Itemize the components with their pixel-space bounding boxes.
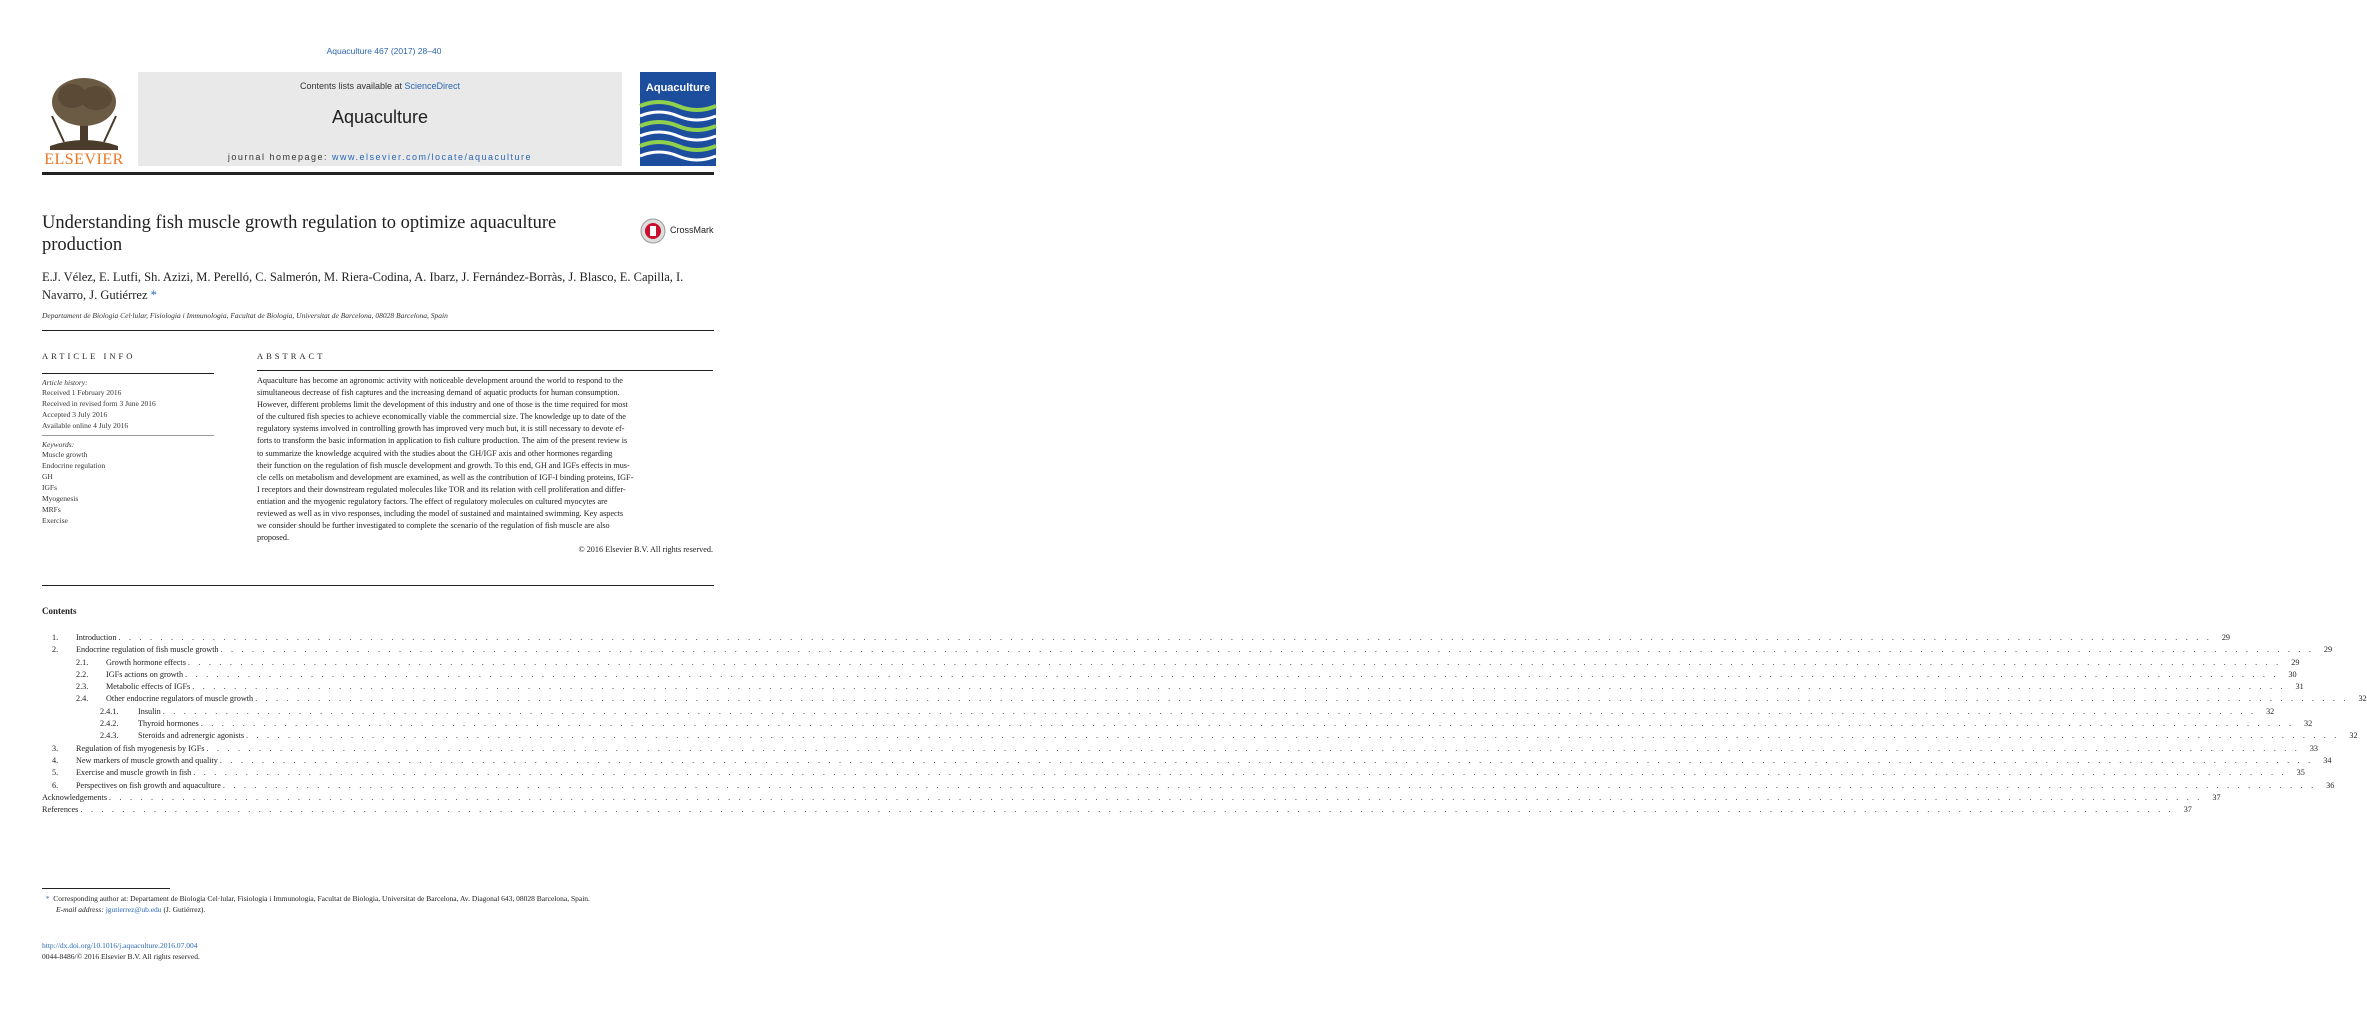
header-divider (42, 172, 714, 175)
toc-page-number: 36 (2316, 780, 2334, 792)
toc-page-number: 31 (2286, 681, 2304, 693)
toc-number: 2.2. (76, 669, 89, 679)
history-item: Received in revised form 3 June 2016 (42, 399, 156, 408)
journal-name: Aquaculture (331, 107, 429, 127)
toc-leader-dots: . . . . . . . . . . . . . . . . . . . . . . . . . . . . . . . . . . . . . . . . . . . . . . . . . . . . . . . . . . . . . . . . . . . . . . . . . . . . . . . . . . . . . . . . . . . . . . . . . . . . . . . . . . . . . . . . . . . . . . . . . . . . . . . . . . . . . . . . . . . . . . . . . . . . . . . . . . . . . . . . . . . . . . . . . . . . . . . . . . . . . . . . . . . . . . . . . . . . . . . . (246, 731, 2340, 741)
toc-number: 3. (52, 743, 59, 753)
contents-title: Contents (42, 606, 77, 616)
toc-label: Other endocrine regulators of muscle growth (106, 693, 255, 705)
affiliation: Departament de Biologia Cel·lular, Fisiologia i Immunologia, Facultat de Biologia, Universitat de Barcelona, 08028 Barcelona, Spain (42, 311, 448, 320)
abstract-line: However, different problems limit the development of this industry and one of those is the time required for most (257, 400, 628, 410)
toc-entry[interactable] (42, 743, 2319, 755)
abstract-text (257, 375, 713, 544)
toc-page-number: 32 (2349, 693, 2367, 705)
toc-entry[interactable] (42, 780, 2335, 792)
abstract-column (257, 351, 713, 556)
history-item: Available online 4 July 2016 (42, 421, 129, 430)
article-info-rule (42, 373, 214, 374)
crossmark-label: CrossMark (670, 225, 714, 235)
footnote-divider (42, 888, 170, 889)
journal-masthead (42, 72, 718, 168)
toc-leader-dots: . . . . . . . . . . . . . . . . . . . . . . . . . . . . . . . . . . . . . . . . . . . . . . . . . . . . . . . . . . . . . . . . . . . . . . . . . . . . . . . . . . . . . . . . . . . . . . . . . . . . . . . . . . . . . . . . . . . . . . . . . . . . . . . . . . . . . . . . . . . . . . . . . . . . . . . . . . . . . . . . . . . . . . . . . . . . . . . . . . . . . . . . . . . . . . . . . . . . . . . . (192, 682, 2286, 692)
toc-label: Exercise and muscle growth in fish (76, 767, 193, 779)
issn-copyright: 0044-8486/© 2016 Elsevier B.V. All rights reserved. (42, 952, 200, 961)
sciencedirect-link[interactable]: ScienceDirect (404, 81, 461, 91)
abstract-line: I receptors and their downstream regulated molecules like TOR and its relation with cell proliferation and differ- (257, 484, 626, 494)
toc-entry[interactable] (42, 706, 2275, 718)
toc-number: 6. (52, 780, 59, 790)
toc-entry[interactable] (42, 644, 2333, 656)
article-info-heading: ARTICLE INFO (42, 351, 136, 361)
email-label: E-mail address: (56, 905, 104, 914)
toc-page-number: 33 (2300, 743, 2318, 755)
abstract-heading: ABSTRACT (257, 351, 326, 361)
abstract-copyright: © 2016 Elsevier B.V. All rights reserved. (578, 545, 713, 555)
abstract-line: of the cultured fish species to achieve economically viable the commercial size. The knowledge up to date of the (257, 412, 626, 422)
abstract-line: regulatory systems involved in controlling growth has improved very much but, it is still necessary to devote ef- (257, 424, 625, 434)
keywords-rule (42, 435, 214, 436)
toc-number: 5. (52, 768, 59, 778)
author-names: E.J. Vélez, E. Lutfi, Sh. Azizi, M. Perelló, C. Salmerón, M. Riera-Codina, A. Ibarz, J. Fernández-Borràs, J. Blasco, E. Capilla, I. Navarro, J. Gutiérrez (42, 270, 684, 302)
keyword: MRFs (42, 505, 61, 514)
contents-prefix: Contents lists available at (299, 81, 405, 91)
toc-leader-dots: . . . . . . . . . . . . . . . . . . . . . . . . . . . . . . . . . . . . . . . . . . . . . . . . . . . . . . . . . . . . . . . . . . . . . . . . . . . . . . . . . . . . . . . . . . . . . . . . . . . . . . . . . . . . . . . . . . . . . . . . . . . . . . . . . . . . . . . . . . . . . . . . . . . . . . . . . . . . . . . . . . . . . . . . . . . . . . . . . . . . . . . . . . . . . . . . . . . . . . . . (80, 805, 2174, 815)
corresponding-author-mark[interactable]: * (150, 288, 157, 302)
toc-number: 1. (52, 633, 59, 642)
toc-entry[interactable] (42, 681, 2304, 693)
toc-number: 2.4. (76, 694, 89, 704)
toc-leader-dots: . . . . . . . . . . . . . . . . . . . . . . . . . . . . . . . . . . . . . . . . . . . . . . . . . . . . . . . . . . . . . . . . . . . . . . . . . . . . . . . . . . . . . . . . . . . . . . . . . . . . . . . . . . . . . . . . . . . . . . . . . . . . . . . . . . . . . . . . . . . . . . . . . . . . . . . . . . . . . . . . . . . . . . . . . . . . . . . . . . . . . . . . . . . . . . . . . . . . . . . . (118, 633, 2212, 642)
toc-label: Growth hormone effects (106, 657, 188, 669)
toc-label: IGFs actions on growth (106, 669, 185, 681)
crossmark-badge[interactable] (640, 218, 720, 244)
abstract-line: reviewed as well as in vivo responses, including the model of sustained and maintained swimming. Key aspects (257, 509, 624, 519)
article-info-column (42, 351, 214, 526)
email-link[interactable]: jgutierrez@ub.edu (105, 905, 162, 914)
doi-link[interactable]: http://dx.doi.org/10.1016/j.aquaculture.2016.07.004 (42, 941, 198, 950)
toc-number: 2.4.2. (100, 719, 119, 729)
abstract-line: their function on the regulation of fish muscle development and growth. To this end, GH and IGFs effects in mus- (257, 460, 630, 470)
toc-leader-dots: . . . . . . . . . . . . . . . . . . . . . . . . . . . . . . . . . . . . . . . . . . . . . . . . . . . . . . . . . . . . . . . . . . . . . . . . . . . . . . . . . . . . . . . . . . . . . . . . . . . . . . . . . . . . . . . . . . . . . . . . . . . . . . . . . . . . . . . . . . . . . . . . . . . . . . . . . . . . . . . . . . . . . . . . . . . . . . . . . . . . . . . . . . . . . . . . . . . . . . . . (109, 792, 2203, 802)
title-divider (42, 330, 714, 331)
toc-entry[interactable] (42, 730, 2358, 742)
toc-number: 2.1. (76, 657, 89, 667)
toc-leader-dots: . . . . . . . . . . . . . . . . . . . . . . . . . . . . . . . . . . . . . . . . . . . . . . . . . . . . . . . . . . . . . . . . . . . . . . . . . . . . . . . . . . . . . . . . . . . . . . . . . . . . . . . . . . . . . . . . . . . . . . . . . . . . . . . . . . . . . . . . . . . . . . . . . . . . . . . . . . . . . . . . . . . . . . . . . . . . . . . . . . . . . . . . . . . . . . . . . . . . . . . . (193, 768, 2287, 778)
abstract-line: simultaneous decrease of fish captures and the increasing demand of aquatic products for human consumption. (257, 388, 620, 398)
abstract-line: we consider should be further investigated to complete the scenario of the regulation of fish muscle are also (257, 521, 610, 531)
toc-page-number: 32 (2294, 718, 2312, 730)
journal-info-box (138, 72, 622, 166)
toc-label: Regulation of fish myogenesis by IGFs (76, 743, 207, 755)
toc-entry[interactable] (42, 632, 2230, 644)
abstract-rule (257, 370, 713, 371)
keyword: Muscle growth (42, 450, 88, 459)
abstract-line: to summarize the knowledge acquired with the studies about the GH/IGF axis and other hormones regarding (257, 448, 613, 458)
toc-leader-dots: . . . . . . . . . . . . . . . . . . . . . . . . . . . . . . . . . . . . . . . . . . . . . . . . . . . . . . . . . . . . . . . . . . . . . . . . . . . . . . . . . . . . . . . . . . . . . . . . . . . . . . . . . . . . . . . . . . . . . . . . . . . . . . . . . . . . . . . . . . . . . . . . . . . . . . . . . . . . . . . . . . . . . . . . . . . . . . . . . . . . . . . . . . . . . . . . . . . . . . . . (187, 657, 2282, 667)
toc-number: 2.4.1. (100, 706, 119, 716)
keyword: GH (42, 472, 53, 481)
toc-number: 4. (52, 755, 59, 765)
homepage-prefix: journal homepage: (227, 152, 332, 162)
toc-leader-dots: . . . . . . . . . . . . . . . . . . . . . . . . . . . . . . . . . . . . . . . . . . . . . . . . . . . . . . . . . . . . . . . . . . . . . . . . . . . . . . . . . . . . . . . . . . . . . . . . . . . . . . . . . . . . . . . . . . . . . . . . . . . . . . . . . . . . . . . . . . . . . . . . . . . . . . . . . . . . . . . . . . . . . . . . . . . . . . . . . . . . . . . . . . . . . . . . . . . . . . . . (220, 645, 2315, 655)
history-item: Received 1 February 2016 (42, 388, 122, 397)
toc-page-number: 30 (2279, 669, 2297, 681)
abstract-line: proposed. (257, 533, 290, 543)
toc-label: Insulin (138, 706, 163, 718)
toc-number: 2.3. (76, 682, 89, 692)
history-label: Article history: (42, 378, 88, 387)
toc-label: Metabolic effects of IGFs (106, 681, 192, 693)
abstract-line: cle cells on metabolism and development are examined, as well as the contribution of IGF-I binding proteins, IGF- (257, 472, 634, 482)
toc-page-number: 35 (2287, 767, 2305, 779)
toc-page-number: 32 (2256, 706, 2274, 718)
toc-leader-dots: . . . . . . . . . . . . . . . . . . . . . . . . . . . . . . . . . . . . . . . . . . . . . . . . . . . . . . . . . . . . . . . . . . . . . . . . . . . . . . . . . . . . . . . . . . . . . . . . . . . . . . . . . . . . . . . . . . . . . . . . . . . . . . . . . . . . . . . . . . . . . . . . . . . . . . . . . . . . . . . . . . . . . . . . . . . . . . . . . . . . . . . . . . . . . . . . . . . . . . . . (162, 706, 2257, 716)
toc-label: Acknowledgements (42, 792, 109, 804)
toc-entry[interactable] (42, 767, 2305, 779)
toc-entry[interactable] (42, 792, 2221, 804)
toc-entry[interactable] (42, 804, 2192, 816)
footnote-mark: * (45, 894, 50, 903)
elsevier-wordmark: ELSEVIER (44, 151, 124, 168)
author-list (42, 268, 718, 304)
table-of-contents (42, 632, 2367, 816)
email-suffix: (J. Gutiérrez). (163, 905, 206, 914)
footnote-email-line (42, 904, 718, 915)
toc-page-number: 34 (2313, 755, 2331, 767)
toc-leader-dots: . . . . . . . . . . . . . . . . . . . . . . . . . . . . . . . . . . . . . . . . . . . . . . . . . . . . . . . . . . . . . . . . . . . . . . . . . . . . . . . . . . . . . . . . . . . . . . . . . . . . . . . . . . . . . . . . . . . . . . . . . . . . . . . . . . . . . . . . . . . . . . . . . . . . . . . . . . . . . . . . . . . . . . . . . . . . . . . . . . . . . . . . . . . . . . . . . . . . . . . . (255, 694, 2349, 704)
toc-leader-dots: . . . . . . . . . . . . . . . . . . . . . . . . . . . . . . . . . . . . . . . . . . . . . . . . . . . . . . . . . . . . . . . . . . . . . . . . . . . . . . . . . . . . . . . . . . . . . . . . . . . . . . . . . . . . . . . . . . . . . . . . . . . . . . . . . . . . . . . . . . . . . . . . . . . . . . . . . . . . . . . . . . . . . . . . . . . . . . . . . . . . . . . . . . . . . . . . . . . . . . . . (200, 719, 2295, 729)
journal-homepage-link[interactable]: www.elsevier.com/locate/aquaculture (331, 152, 533, 162)
cover-wave-pattern-icon (640, 96, 716, 166)
toc-page-number: 37 (2174, 804, 2192, 816)
toc-label: Thyroid hormones (138, 718, 201, 730)
toc-page-number: 37 (2203, 792, 2221, 804)
keyword: IGFs (42, 483, 58, 492)
contents-available-line (138, 81, 622, 91)
footnote-line (42, 893, 718, 904)
toc-page-number: 29 (2212, 632, 2230, 644)
cover-title: Aquaculture (645, 82, 711, 94)
abstract-line: entiation and the myogenic regulatory factors. The effect of regulatory molecules on cultured myocytes are (257, 496, 608, 506)
toc-entry[interactable] (42, 669, 2297, 681)
keyword: Exercise (42, 516, 68, 525)
article-title: Understanding fish muscle growth regulation to optimize aquaculture production (42, 213, 557, 255)
abstract-line: forts to transform the basic information in application to fish culture production. The aim of the present review is (257, 436, 628, 446)
abstract-line: Aquaculture has become an agronomic activity with noticeable development around the world to respond to the (257, 376, 623, 385)
toc-label: Endocrine regulation of fish muscle growth (76, 644, 221, 656)
toc-page-number: 29 (2314, 644, 2332, 656)
toc-label: New markers of muscle growth and quality (76, 755, 220, 767)
crossmark-icon (640, 218, 666, 244)
toc-leader-dots: . . . . . . . . . . . . . . . . . . . . . . . . . . . . . . . . . . . . . . . . . . . . . . . . . . . . . . . . . . . . . . . . . . . . . . . . . . . . . . . . . . . . . . . . . . . . . . . . . . . . . . . . . . . . . . . . . . . . . . . . . . . . . . . . . . . . . . . . . . . . . . . . . . . . . . . . . . . . . . . . . . . . . . . . . . . . . . . . . . . . . . . . . . . . . . . . . . . . . . . . (219, 755, 2314, 765)
toc-label: Steroids and adrenergic agonists (138, 730, 246, 742)
toc-entry[interactable] (42, 718, 2313, 730)
article-history (42, 378, 214, 431)
toc-label: Perspectives on fish growth and aquaculture (76, 780, 223, 792)
keyword: Endocrine regulation (42, 461, 106, 470)
toc-entry[interactable] (42, 693, 2367, 705)
keywords-block (42, 440, 214, 526)
footnote-text: Corresponding author at: Departament de Biologia Cel·lular, Fisiologia i Immunologia, Facultat de Biologia, Universitat de Barcelona, Av. Diagonal 643, 08028 Barcelona, Spain. (53, 894, 590, 903)
toc-leader-dots: . . . . . . . . . . . . . . . . . . . . . . . . . . . . . . . . . . . . . . . . . . . . . . . . . . . . . . . . . . . . . . . . . . . . . . . . . . . . . . . . . . . . . . . . . . . . . . . . . . . . . . . . . . . . . . . . . . . . . . . . . . . . . . . . . . . . . . . . . . . . . . . . . . . . . . . . . . . . . . . . . . . . . . . . . . . . . . . . . . . . . . . . . . . . . . . . . . . . . . . . (222, 780, 2317, 790)
journal-homepage-line (138, 152, 622, 162)
toc-label: References (42, 804, 80, 816)
toc-page-number: 32 (2340, 730, 2358, 742)
toc-label: Introduction (76, 632, 118, 644)
journal-citation[interactable]: Aquaculture 467 (2017) 28–40 (326, 46, 442, 56)
toc-number: 2.4.3. (100, 731, 119, 741)
toc-leader-dots: . . . . . . . . . . . . . . . . . . . . . . . . . . . . . . . . . . . . . . . . . . . . . . . . . . . . . . . . . . . . . . . . . . . . . . . . . . . . . . . . . . . . . . . . . . . . . . . . . . . . . . . . . . . . . . . . . . . . . . . . . . . . . . . . . . . . . . . . . . . . . . . . . . . . . . . . . . . . . . . . . . . . . . . . . . . . . . . . . . . . . . . . . . . . . . . . . . . . . . . . (185, 669, 2279, 679)
journal-cover-thumbnail (640, 72, 716, 166)
keyword: Myogenesis (42, 494, 79, 503)
keywords-label: Keywords: (42, 440, 75, 449)
history-item: Accepted 3 July 2016 (42, 410, 108, 419)
toc-page-number: 29 (2281, 657, 2299, 669)
toc-number: 2. (52, 645, 59, 655)
toc-entry[interactable] (42, 657, 2300, 669)
toc-entry[interactable] (42, 755, 2332, 767)
contents-top-divider (42, 585, 714, 586)
toc-leader-dots: . . . . . . . . . . . . . . . . . . . . . . . . . . . . . . . . . . . . . . . . . . . . . . . . . . . . . . . . . . . . . . . . . . . . . . . . . . . . . . . . . . . . . . . . . . . . . . . . . . . . . . . . . . . . . . . . . . . . . . . . . . . . . . . . . . . . . . . . . . . . . . . . . . . . . . . . . . . . . . . . . . . . . . . . . . . . . . . . . . . . . . . . . . . . . . . . . . . . . . . . (206, 743, 2301, 753)
corresponding-author-footnote (42, 893, 718, 915)
